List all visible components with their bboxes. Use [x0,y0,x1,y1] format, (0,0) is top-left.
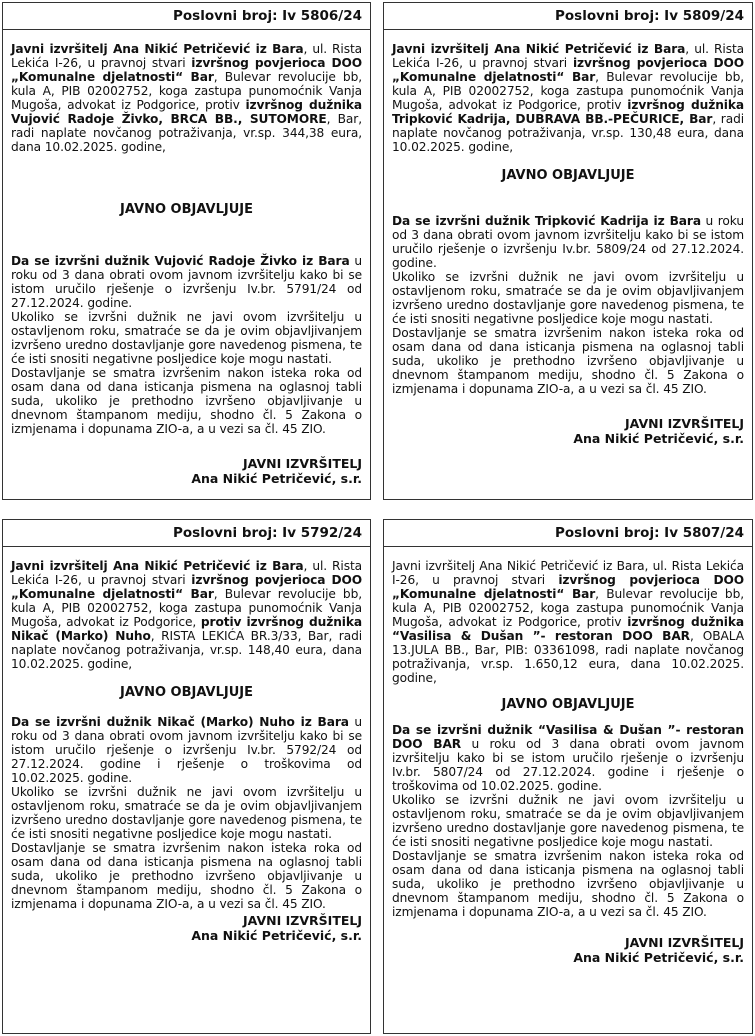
text-run: u roku od 3 dana obrati ovom javnom izvršitelju kako bi se istom uručilo rješenje o izvršenju Iv.br. 5791/24 od 27.12.2024. godine. [11,254,362,310]
text-run: Dostavljanje se smatra izvršenim nakon isteka roka od osam dana od dana isticanja pismena na oglasnoj tabli suda, ukoliko je prethodno izvršeno objavljivanje u dnevnom štampanom mediju, shodno čl. 5 Zakona o izmjenama i dopunama ZIO-a, a u vezi sa čl. 45 ZIO. [11,366,362,436]
body-paragraph-3 [392,326,744,396]
notice-iv-5809 [383,2,753,500]
bold-text-run: Da se izvršni dužnik Tripković Kadrija iz Bara [392,214,701,228]
text-run: Dostavljanje se smatra izvršenim nakon isteka roka od osam dana od dana isticanja pismena na oglasnoj tabli suda, ukoliko je prethodno izvršeno objavljivanje u dnevnom štampanom mediju, shodno čl. 5 Zakona o izmjenama i dopunama ZIO-a, a u vezi sa čl. 45 ZIO. [392,849,744,919]
body-paragraph-1 [392,723,744,793]
text-run: , ul. Rista Lekića I-26, u pravnoj stvari [11,42,362,70]
intro-paragraph [11,42,362,154]
text-run: Ukoliko se izvršni dužnik ne javi ovom izvršitelju u ostavljenom roku, smatraće se da je ovim objavljivanjem izvršeno uredno dostavljanje gore navedenog pismena, te će isti snositi negativne posljedice koje mogu nastati. [11,310,362,366]
bold-text-run: izvršnog povjerioca DOO „Komunalne djelatnosti“ Bar [392,56,745,84]
bold-text-run: izvršnog dužnika Tripković Kadrija, DUBRAVA BB.-PEČURICE, Bar [392,98,745,126]
signature-name: Ana Nikić Petričević, s.r. [191,471,362,486]
case-number: Poslovni broj: Iv 5809/24 [384,8,752,30]
text-run: , RISTA LEKIĆA BR.3/33, Bar, radi naplate novčanog potraživanja, vr.sp. 148,40 eura, dana 10.02.2025. godine, [11,629,362,671]
signature-name: Ana Nikić Petričević, s.r. [573,431,744,446]
body-paragraph-2 [11,310,362,366]
bold-text-run: izvršnog povjerioca DOO „Komunalne djelatnosti“ Bar [392,573,744,601]
intro-paragraph [392,42,744,154]
text-run: Dostavljanje se smatra izvršenim nakon isteka roka od osam dana od dana isticanja pismena na oglasnoj tabli suda, ukoliko je prethodno izvršeno objavljivanje u dnevnom štampanom mediju, shodno čl. 5 Zakona o izmjenama i dopunama ZIO-a, a u vezi sa čl. 45 ZIO. [392,326,744,396]
text-run: Ukoliko se izvršni dužnik ne javi ovom izvršitelju u ostavljenom roku, smatraće se da je ovim objavljivanjem izvršeno uredno dostavljanje gore navedenog pismena, te će isti snositi negativne posljedice koje mogu nastati. [11,785,362,841]
text-run: Dostavljanje se smatra izvršenim nakon isteka roka od osam dana od dana isticanja pismena na oglasnoj tabli suda, ukoliko je prethodno izvršeno objavljivanje u dnevnom štampanom mediju, shodno čl. 5 Zakona o izmjenama i dopunama ZIO-a, a u vezi sa čl. 45 ZIO. [11,841,362,911]
signature-block [11,456,362,486]
text-run: u roku od 3 dana obrati ovom javnom izvršitelju kako bi se istom uručilo rješenje o izvršenju Iv.br. 5792/24 od 27.12.2024. godine i rješenje o troškovima od 10.02.2025. godine. [11,715,362,785]
case-number: Poslovni broj: Iv 5807/24 [384,525,752,547]
intro-paragraph [392,559,744,685]
notice-iv-5792 [2,519,371,1034]
body-paragraph-2 [11,785,362,841]
bold-text-run: Da se izvršni dužnik “Vasilisa & Dušan ”- restoran DOO BAR [392,723,744,751]
body-paragraph-1 [11,715,362,785]
bold-text-run: Javni izvršitelj Ana Nikić Petričević iz Bara [392,42,686,56]
signature-name: Ana Nikić Petričević, s.r. [573,950,744,965]
text-run: , Bulevar revolucije bb, kula A, PIB 02002752, koga zastupa punomoćnik Vanja Mugoša, advokat iz Podgorice, [11,587,362,629]
notice-heading: JAVNO OBJAVLJUJE [120,685,253,700]
text-run: Javni izvršitelj Ana Nikić Petričević iz Bara, ul. Rista Lekića I-26, u pravnoj stvari [392,559,744,587]
text-run: , OBALA 13.JULA BB., Bar, PIB: 03361098, radi naplate novčanog potraživanja, vr.sp. 1.650,12 eura, dana 10.02.2025. godine, [392,629,744,685]
bold-text-run: izvršnog povjerioca DOO „Komunalne djelatnosti“ Bar [11,56,362,84]
notice-heading: JAVNO OBJAVLJUJE [501,697,635,712]
bold-text-run: izvršnog dužnika “Vasilisa & Dušan ”- restoran DOO BAR [392,615,745,643]
signature-block [392,416,744,446]
body-paragraph-2 [392,270,744,326]
body-paragraph-3 [392,849,744,919]
signature-block [392,935,744,965]
text-run: , Bulevar revolucije bb, kula A, PIB 02002752, koga zastupa punomoćnik Vanja Mugoša, advokat iz Podgorice, protiv [11,70,362,112]
body-paragraph-1 [11,254,362,310]
bold-text-run: protiv izvršnog dužnika Nikač (Marko) Nuho [11,615,362,643]
text-run: Ukoliko se izvršni dužnik ne javi ovom izvršitelju u ostavljenom roku, smatraće se da je ovim objavljivanjem izvršeno uredno dostavljanje gore navedenog pismena, te će isti snositi negativne posljedice koje mogu nastati. [392,270,744,326]
body-paragraph-3 [11,366,362,436]
text-run: , ul. Rista Lekića I-26, u pravnoj stvari [11,559,362,587]
notice-iv-5806 [2,2,371,500]
case-number: Poslovni broj: Iv 5792/24 [3,525,370,547]
body-paragraph-2 [392,793,744,849]
signature-title: JAVNI IZVRŠITELJ [625,935,744,950]
bold-text-run: izvršnog dužnika Vujović Radoje Živko, BRCA BB., SUTOMORE [11,98,363,126]
intro-paragraph [11,559,362,671]
case-number: Poslovni broj: Iv 5806/24 [3,8,370,30]
signature-name: Ana Nikić Petričević, s.r. [191,928,362,943]
signature-block [11,913,362,943]
body-paragraph-1 [392,214,744,270]
text-run: , Bulevar revolucije bb, kula A, PIB 02002752, koga zastupa punomoćnik Vanja Mugoša, advokat iz Podgorice, protiv [392,70,744,112]
text-run: Ukoliko se izvršni dužnik ne javi ovom izvršitelju u ostavljenom roku, smatraće se da je ovim objavljivanjem izvršeno uredno dostavljanje gore navedenog pismena, te će isti snositi negativne posljedice koje mogu nastati. [392,793,744,849]
text-run: u roku od 3 dana obrati ovom javnom izvršitelju kako bi se istom uručilo rješenje o izvršenju Iv.br. 5809/24 od 27.12.2024. godine. [392,214,744,270]
text-run: u roku od 3 dana obrati ovom javnom izvršitelju kako bi se istom uručilo rješenje o izvršenju Iv.br. 5807/24 od 27.12.2024. godine i rješenje o troškovima od 10.02.2025. godine. [392,737,744,793]
notice-heading: JAVNO OBJAVLJUJE [501,168,635,183]
text-run: , Bulevar revolucije bb, kula A, PIB 02002752, koga zastupa punomoćnik Vanja Mugoša, advokat iz Podgorice, protiv [392,587,744,629]
signature-title: JAVNI IZVRŠITELJ [243,913,362,928]
bold-text-run: Javni izvršitelj Ana Nikić Petričević iz Bara [11,559,304,573]
signature-title: JAVNI IZVRŠITELJ [243,456,362,471]
bold-text-run: Javni izvršitelj Ana Nikić Petričević iz Bara [11,42,304,56]
text-run: , radi naplate novčanog potraživanja, vr.sp. 130,48 eura, dana 10.02.2025. godine, [392,112,745,154]
notice-iv-5807 [383,519,753,1034]
text-run: , Bar, radi naplate novčanog potraživanja, vr.sp. 344,38 eura, dana 10.02.2025. godine, [11,112,362,154]
bold-text-run: izvršnog povjerioca DOO „Komunalne djelatnosti“ Bar [11,573,362,601]
text-run: , ul. Rista Lekića I-26, u pravnoj stvari [392,42,744,70]
notice-heading: JAVNO OBJAVLJUJE [120,202,253,217]
bold-text-run: Da se izvršni dužnik Nikač (Marko) Nuho iz Bara [11,715,349,729]
body-paragraph-3 [11,841,362,911]
bold-text-run: Da se izvršni dužnik Vujović Radoje Živko iz Bara [11,254,350,268]
signature-title: JAVNI IZVRŠITELJ [625,416,744,431]
